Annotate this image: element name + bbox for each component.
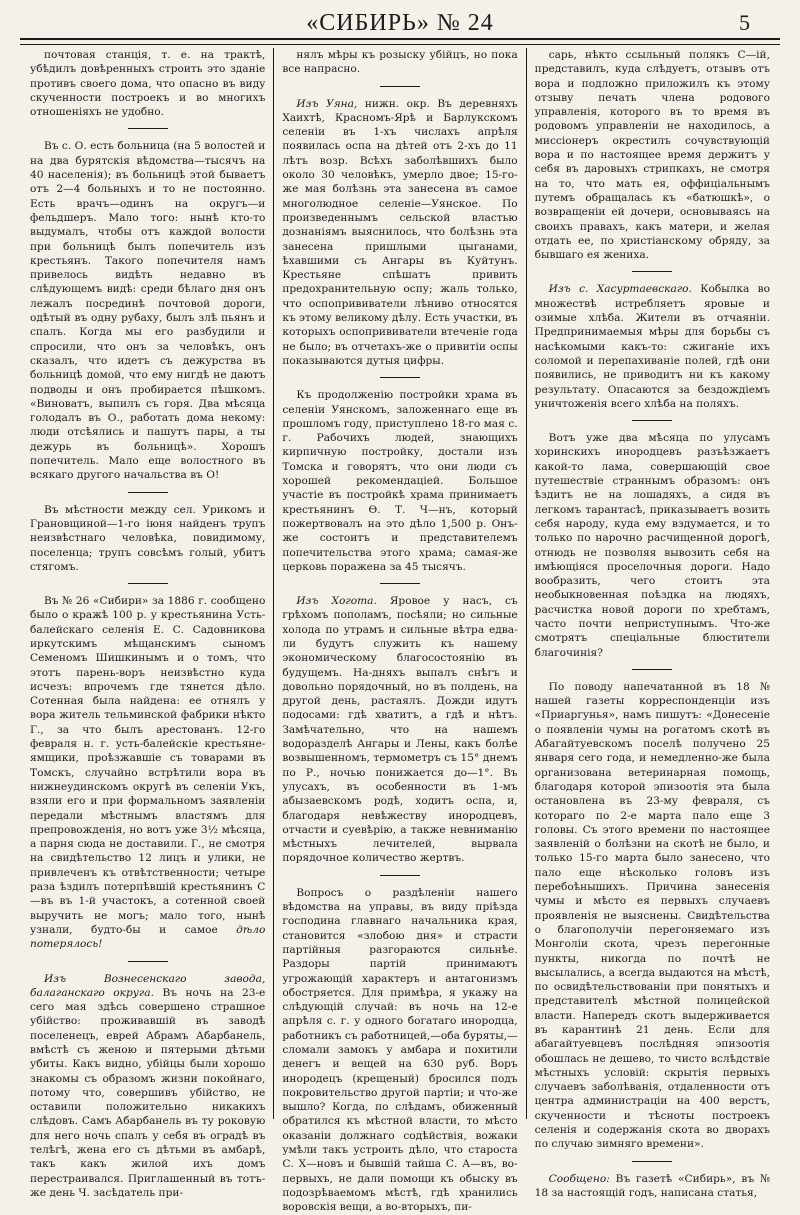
paragraph: По поводу напечатанной въ 18 № нашей газеты корреспонденціи изъ «Приаргунья», намъ пишутъ: «Донесеніе о появленіи чумы на рогатомъ скотѣ въ Абагайтуевскомъ поселѣ получено 25 января сего года, и немедленно-же была организована ветеринарная помощь, благодаря которой эпизоотія эта была остановлена въ 23-му февраля, съ котораго по 2-е марта пало еще 3 головы. Съ этого времени по настоящее заявленій о болѣзни на скотѣ не было, и только 15-го марта было занесено, что пало еще нѣсколько головъ изъ перебоѣнышихъ. Причина занесенія чумы и мѣсто ея первыхъ случаевъ проявленія не выяснены. Свидѣтельства о благополучіи перегоняемаго изъ Монголіи скота, чрезъ перегонные пункты, никогда по почтѣ не высылались, а всегда выдаются на мѣстѣ, по освидѣтельствованіи при понятыхъ и представителѣ мѣстной полицейской власти. Напередъ скотъ выдерживается въ карантинѣ 21 день. Если для абагайтуевцевъ послѣдняя эпизоотія обошлась не дешево, то чисто вслѣдствіе мѣстныхъ условій: скрытія первыхъ случаевъ заболѣванія, отдаленности отъ центра администраціи на 400 верстъ, скученности и тѣсноты построекъ селенія и содержанія скота во дворахъ по случаю зимняго времени».	[534, 680, 770, 1151]
separator	[380, 583, 420, 584]
separator	[380, 86, 420, 87]
separator	[380, 875, 420, 876]
separator	[128, 492, 168, 493]
paragraph	[535, 1172, 770, 1201]
paragraph: нялъ мѣры къ розыску убійцъ, но пока все напрасно.	[282, 49, 518, 76]
paragraph	[282, 97, 517, 369]
page-number: 5	[739, 10, 750, 35]
paragraph-text: Въ газетѣ «Сибирь», въ № 18 за настоящій годъ, написана статья,	[534, 1172, 770, 1199]
paragraph: Вотъ уже два мѣсяца по улусамъ хоринскихъ инородцевъ разъѣзжаетъ какой-то лама, совершающій свое путешествіе страннымъ образомъ: онъ ѣздитъ не на лошадяхъ, а сидя въ легкомъ тарантасѣ, приказываетъ возить себя народу, куда ему вздумается, и то только по нарочно расчищенной дорогѣ, отнюдь не позволяя вывозить себя на имѣющіяся проселочныя дороги. Надо вообразить, чего стоитъ эта необыкновенная поѣздка на людяхъ, расчистка новой дороги по хребтамъ, часто почти неприступнымъ. Что-же смотрятъ спеціальные блюстители благочинія?	[534, 432, 770, 659]
paragraph-text: Яровое у насъ, съ грѣхомъ пополамъ, посѣяли; но сильные холода по утрамъ и сильные вѣтра едва-ли будутъ служить къ нашему экономическому благосостоянію въ будущемъ. На-дняхъ выпалъ снѣгъ и довольно порядочный, но въ полдень, на другой день, растаялъ. Дожди идутъ подосами: гдѣ хватитъ, а гдѣ и нѣтъ. Замѣчательно, что на нашемъ водоразделѣ Ангары и Лены, какъ болѣе возвышенномъ, термометръ съ 15° днемъ по Р., ночью понижается до—1°. Въ улусахъ, въ особенности въ 1-мъ абызаевскомъ родѣ, ходитъ оспа, и, благодаря невѣжеству инородцевъ, отчасти и суевѣрію, а также невниманію мѣстныхъ лечителей, вырвала порядочное количество жертвъ.	[282, 595, 518, 865]
dateline: Сообщено:	[548, 1172, 610, 1185]
newspaper-title: «СИБИРЬ» № 24	[306, 10, 494, 36]
separator	[632, 669, 672, 670]
page-header	[20, 6, 780, 36]
column-3	[526, 48, 778, 1199]
column-1	[22, 48, 273, 1199]
paragraph-italic: дѣло потерялось!	[30, 923, 266, 951]
paragraph: Въ с. О. есть больница (на 5 волостей и на два бурятскія вѣдомства—тысячъ на 40 населенія); въ больницѣ этой бываетъ отъ 2—4 больныхъ и то не постоянно. Есть врачъ—одинъ на округъ—и фельдшеръ. Мало того: нынѣ кто-то выдумалъ, чтобы отъ каждой волости при больницѣ былъ попечитель изъ крестьянъ. Такого попечителя намъ привелось видѣть недавно въ слѣдующемъ видѣ: среди бѣлаго дня онъ лежалъ посрединѣ почтовой дороги, одѣтый въ одну рубаху, былъ злѣ пьянъ и спалъ. Когда мы его разбудили и спросили, что онъ за человѣкъ, онъ сказалъ, что идетъ съ дежурства въ больницѣ домой, что ему нигдѣ не даютъ подводы и онъ пробирается пѣшкомъ. «Виноватъ, выпилъ съ горя. Два мѣсяца голодалъ въ О., работать дома некому: люди отсѣялись и пашутъ пары, а ты дежурь въ больницѣ». Хорошъ попечитель. Мало еще волостного въ всякаго другого начальства въ О!	[30, 140, 266, 482]
separator	[380, 377, 420, 378]
dateline: Изъ Вознесенскаго завода, балаганскаго округа.	[30, 972, 266, 999]
dateline: Изъ Хогота.	[296, 595, 377, 608]
header-rule	[20, 38, 780, 45]
paragraph	[30, 594, 265, 951]
separator	[128, 583, 168, 584]
paragraph	[30, 972, 265, 1201]
paragraph-text: Кобылка во множествѣ истребляетъ яровые и озимые хлѣба. Жители въ отчаяніи. Предпринимаемыя мѣры для борьбы съ насѣкомыми какъ-то: сжиганіе ихъ соломой и перепахиваніе полей, гдѣ они появились, не приводитъ ни къ какому результату. Опасаются за бездождіемъ уничтоженія всего хлѣба на поляхъ.	[534, 283, 770, 410]
paragraph-text: Въ ночь на 23-е сего мая здѣсь совершено страшное убійство: проживавшій въ заводѣ поселенецъ, еврей Абрамъ Абарбанель, вмѣстѣ съ женою и пятерыми дѣтьми убиты. Какъ видно, убійцы были хорошо знакомы съ образомъ жизни покойнаго, потому что, совершивъ убійство, не оставили положительно никакихъ слѣдовъ. Самъ Абарбанель въ ту роковую для него ночь спалъ у себя въ оградѣ въ телѣгѣ, жена его съ дѣтьми въ амбарѣ, такъ какъ жилой ихъ домъ перестраивался. Приглашенный въ тотъ-же день Ч. засѣдатель при-	[30, 986, 266, 1199]
paragraph: Вопросъ о раздѣленіи нашего вѣдомства на управы, въ виду пріѣзда господина главнаго начальника края, становится «злобою дня» и страсти партійныя разгораются сильнѣе. Раздоры партій принимаютъ угрожающій характеръ и антагонизмъ обостряется. Для примѣра, я укажу на слѣдующій случай: въ ночь на 12-е апрѣля с. г. у одного богатаго инородца, работникъ съ работницей,—оба буряты,—сломали замокъ у амбара и похитили денегъ и вещей на 630 руб. Воръ инородецъ (крещеный) бросился подъ покровительство другой партіи; и что-же вышло? Когда, по слѣдамъ, обиженный обратился къ мѣстной власти, то мѣсто оказаніи должнаго содѣйствія, вожаки умѣли такъ устроить дѣло, что староста С. Х—новъ и бывшій тайша С. А—въ, во-первыхъ, не дали помощи къ обыску въ подозрѣваемомъ мѣстѣ, гдѣ хранились воровскія вещи, а во-вторыхъ, пи-	[282, 886, 518, 1214]
paragraph-text: нижн. окр. Въ деревняхъ Хаихтѣ, Красномъ-Ярѣ и Барлукскомъ селеніи въ 1-хъ числахъ апрѣля появилась оспа на дѣтей отъ 2-хъ до 11 лѣтъ возр. Всѣхъ заболѣвшихъ было около 30 человѣкъ, умерло двое; 15-го-же мая болѣзнь эта занесена въ самое многолюдное селеніе—Уянское. По произведеннымъ сельской властью дознаніямъ выяснилось, что болѣзнь эта занесена пришлыми цыганами, ѣхавшими съ Ангары въ Куйтунъ. Крестьяне спѣшатъ привить предохранительную оспу; жаль только, что оспопрививатели лѣниво относятся къ этому великому дѣлу. Есть участки, въ которыхъ оспопрививатели втеченіе года не было; въ отчетахъ-же о привитіи оспы показываются дутыя цифры.	[282, 97, 518, 367]
paragraph: Къ продолженію постройки храма въ селеніи Уянскомъ, заложеннаго еще въ прошломъ году, приступлено 18-го мая с. г. Рабочихъ людей, знающихъ кирпичную постройку, достали изъ Томска и говорятъ, что они люди съ хорошей рекомендаціей. Большое участіе въ постройкѣ храма принимаетъ крестьянинъ Ө. Т. Ч—нъ, который пожертвовалъ на это дѣло 1,500 р. Онъ-же состоитъ и представителемъ попечительства этого храма; самая-же церковь поражена за 45 тысячъ.	[282, 389, 518, 573]
separator	[632, 271, 672, 272]
separator	[128, 961, 168, 962]
article-columns	[22, 48, 778, 1214]
separator	[632, 420, 672, 421]
paragraph	[282, 594, 517, 866]
column-2	[273, 48, 525, 1214]
paragraph: сарь, нѣкто ссыльный полякъ С—ій, представилъ, куда слѣдуетъ, отзывъ отъ вора и подложно приложилъ къ этому отзыву печать члена родового управленія, которого въ то время въ родовомъ управленіи не находилось, а миссіонеръ окрестилъ сочувствующій вора и по настоящее время держитъ у себя въ даровыхъ стрипкахъ, не смотря на то, что мать ея, оффиціальнымъ путемъ обращалась къ «батюшкѣ», о возвращеніи ей дочери, основываясь на своихъ правахъ, какъ матери, и желая отдать ее, по христіанскому обряду, за бывшаго ея жениха.	[534, 49, 770, 262]
dateline: Изъ Уяна,	[296, 97, 358, 110]
separator	[632, 1161, 672, 1162]
separator	[128, 128, 168, 129]
paragraph: Въ мѣстности между сел. Урикомъ и Грановщиной—1-го іюня найденъ трупъ неизвѣстнаго человѣка, повидимому, поселенца; трупъ совсѣмъ голый, убитъ стягомъ.	[30, 503, 266, 573]
paragraph: почтовая станція, т. е. на трактѣ, убѣдилъ довѣренныхъ строить это зданіе противъ своего дома, что опасно въ виду скученности построекъ и во многихъ отношеніяхъ не удобно.	[30, 49, 266, 119]
paragraph-text: Въ № 26 «Сибири» за 1886 г. сообщено было о кражѣ 100 р. у крестьянина Усть-балейскаго селенія Е. С. Садовникова иркутскимъ мѣщанскимъ сыномъ Семеномъ Шишкинымъ и о томъ, что этотъ парень-воръ неизвѣстно куда исчезъ: впрочемъ где тянется дѣло. Сотенная была найдена: ее отнялъ у вора житель тельминской фабрики нѣкто Г., за что былъ арестованъ. 12-го февраля н. г. усть-балейскіе крестьяне-ямщики, проѣзжавшіе съ товарами въ Томскъ, случайно встрѣтили вора въ нижнеудинскомъ округѣ въ селеніи Укъ, взяли его и при формальномъ заявленіи передали мѣстнымъ властямъ для препровожденія, но вотъ уже 3½ мѣсяца, а парня сюда не доставили. Г., не смотря на свидѣтельство 12 лицъ и улики, не привлеченъ къ отвѣтственности; четыре раза ѣздилъ потерпѣвшій крестьянинъ С—въ въ 1-й участокъ, а сотенной своей выручить не могъ; мало того, нынѣ узнали, будто-бы и самое	[30, 595, 266, 936]
paragraph	[535, 282, 770, 411]
dateline: Изъ с. Хасуртаевскаго.	[548, 283, 692, 296]
